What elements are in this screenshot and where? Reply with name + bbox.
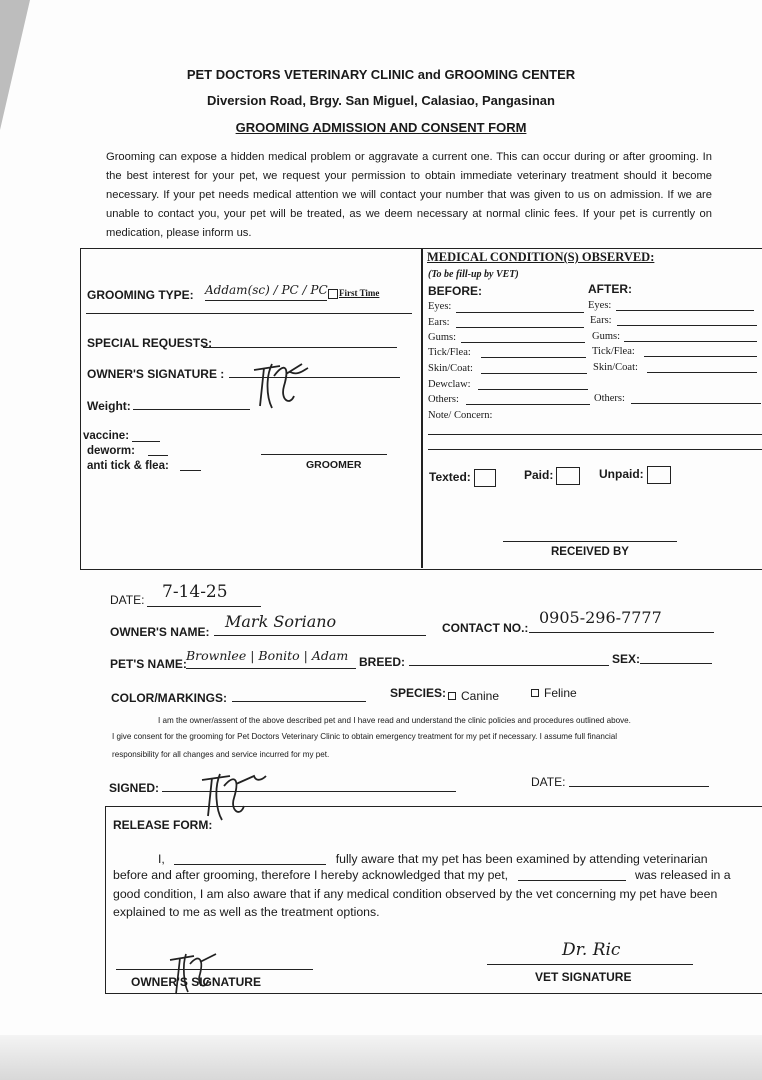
consent-date-field[interactable] xyxy=(569,786,709,787)
texted-field: Texted: xyxy=(429,469,496,487)
color-field[interactable] xyxy=(232,701,366,702)
clinic-name: PET DOCTORS VETERINARY CLINIC and GROOMING CENTER xyxy=(186,67,576,82)
clinic-address: Diversion Road, Brgy. San Miguel, Calasiao, Pangasinan xyxy=(207,93,555,108)
consent-line-1: I am the owner/assent of the above described pet and I have read and understand the clinic policies and procedures outlined above. xyxy=(158,716,631,725)
after-eyes: Eyes: xyxy=(588,300,612,311)
release-owner-name-field[interactable] xyxy=(174,864,326,865)
note-concern-label: Note/ Concern: xyxy=(428,410,493,421)
medical-subtitle: (To be fill-up by VET) xyxy=(428,269,519,280)
breed-field[interactable] xyxy=(409,665,609,666)
contact-label: CONTACT NO.: xyxy=(442,621,529,635)
groomer-signature-field[interactable] xyxy=(261,454,387,455)
form-title: GROOMING ADMISSION AND CONSENT FORM xyxy=(235,120,527,135)
before-gums: Gums: xyxy=(428,332,457,343)
signed-label: SIGNED: xyxy=(109,781,160,795)
vet-signature-field[interactable] xyxy=(487,964,693,965)
consent-date-label: DATE: xyxy=(531,775,566,789)
weight-field[interactable] xyxy=(133,409,250,410)
release-owner-signature-image xyxy=(168,950,220,998)
after-tickflea: Tick/Flea: xyxy=(592,346,635,357)
deworm-label: deworm: xyxy=(87,445,135,457)
before-tickflea: Tick/Flea: xyxy=(428,347,471,358)
special-requests-field[interactable] xyxy=(203,347,397,348)
texted-checkbox[interactable] xyxy=(474,469,496,487)
release-line-2: before and after grooming, therefore I hereby acknowledged that my pet, was released in a xyxy=(113,868,731,882)
release-owner-signature-label: OWNER'S SIGNATURE xyxy=(131,975,261,989)
after-skincoat: Skin/Coat: xyxy=(593,362,638,373)
consent-line-2: I give consent for the grooming for Pet Doctors Veterinary Clinic to obtain emergency treatment for my pet if necessary. I assume full financial xyxy=(112,732,618,741)
before-others: Others: xyxy=(428,394,459,405)
date-value[interactable]: 7-14-25 xyxy=(162,582,228,602)
intro-paragraph: Grooming can expose a hidden medical problem or aggravate a current one. This can occur during or after grooming. In the best interest for your pet, we request your permission to obtain immediate veterinary treatment should it become necessary. If your pet needs medical attention we will contact your number that was given to us on admission. If we are unable to contact you, your pet will be treated, as we deem necessary at normal clinic fees. If your pet is currently on medication, please inform us. xyxy=(106,151,712,239)
grooming-type-value[interactable]: Addam(sc) / PC / PC xyxy=(205,283,328,297)
note-line-1[interactable] xyxy=(428,434,762,435)
anti-tick-label: anti tick & flea: xyxy=(87,460,169,472)
before-ears: Ears: xyxy=(428,317,450,328)
unpaid-field: Unpaid: xyxy=(599,466,671,484)
pet-name-label: PET'S NAME: xyxy=(110,657,187,671)
paid-field: Paid: xyxy=(524,467,580,485)
release-line-1: I, fully aware that my pet has been examined by attending veterinarian xyxy=(158,852,708,866)
received-by-field[interactable] xyxy=(503,541,677,542)
before-eyes: Eyes: xyxy=(428,301,452,312)
release-pet-name-field[interactable] xyxy=(518,880,626,881)
note-line-2[interactable] xyxy=(428,449,762,450)
weight-label: Weight: xyxy=(87,399,131,413)
vet-signature-value: Dr. Ric xyxy=(562,940,621,960)
folded-corner xyxy=(0,0,30,130)
after-label: AFTER: xyxy=(588,282,632,296)
color-label: COLOR/MARKINGS: xyxy=(111,691,227,705)
consent-line-3: responsibility for all changes and service incurred for my pet. xyxy=(112,750,330,759)
release-line-3: good condition, I am also aware that if any medical condition observed by the vet concerning my pet have been xyxy=(113,887,718,901)
sex-field[interactable] xyxy=(640,663,712,664)
after-others: Others: xyxy=(594,393,625,404)
pet-name-value[interactable]: Brownlee | Bonito | Adam xyxy=(186,648,349,663)
owner-name-value[interactable]: Mark Soriano xyxy=(225,612,337,631)
box-divider xyxy=(421,248,423,568)
before-label: BEFORE: xyxy=(428,284,482,298)
date-label: DATE: xyxy=(110,593,145,607)
feline-checkbox[interactable] xyxy=(531,689,539,697)
contact-value[interactable]: 0905-296-7777 xyxy=(539,608,662,627)
after-gums: Gums: xyxy=(592,331,621,342)
vet-signature-label: VET SIGNATURE xyxy=(535,970,632,984)
canine-option[interactable]: Canine xyxy=(448,689,499,703)
species-label: SPECIES: xyxy=(390,686,447,700)
unpaid-checkbox[interactable] xyxy=(647,466,671,484)
medical-title: MEDICAL CONDITION(S) OBSERVED: xyxy=(427,250,655,264)
first-time-checkbox[interactable] xyxy=(328,289,338,299)
feline-option[interactable]: Feline xyxy=(531,686,577,700)
first-time-label: First Time xyxy=(339,288,380,298)
special-requests-label: SPECIAL REQUESTS: xyxy=(87,336,213,350)
vaccine-label: vaccine: xyxy=(83,430,130,442)
before-skincoat: Skin/Coat: xyxy=(428,363,473,374)
sex-label: SEX: xyxy=(612,652,641,666)
owner-name-label: OWNER'S NAME: xyxy=(110,625,210,639)
after-ears: Ears: xyxy=(590,315,612,326)
owners-signature-label: OWNER'S SIGNATURE : xyxy=(87,367,225,381)
release-line-4: explained to me as well as the treatment options. xyxy=(113,905,380,919)
groomer-label: GROOMER xyxy=(306,459,362,471)
paid-checkbox[interactable] xyxy=(556,467,580,485)
breed-label: BREED: xyxy=(359,655,406,669)
owner-signature-image xyxy=(250,356,310,414)
grooming-type-label: GROOMING TYPE: xyxy=(87,288,194,302)
received-by-label: RECEIVED BY xyxy=(551,546,629,558)
page-bottom-shadow xyxy=(0,1035,762,1080)
before-dewclaw: Dewclaw: xyxy=(428,379,471,390)
release-title: RELEASE FORM: xyxy=(113,818,213,832)
canine-checkbox[interactable] xyxy=(448,692,456,700)
